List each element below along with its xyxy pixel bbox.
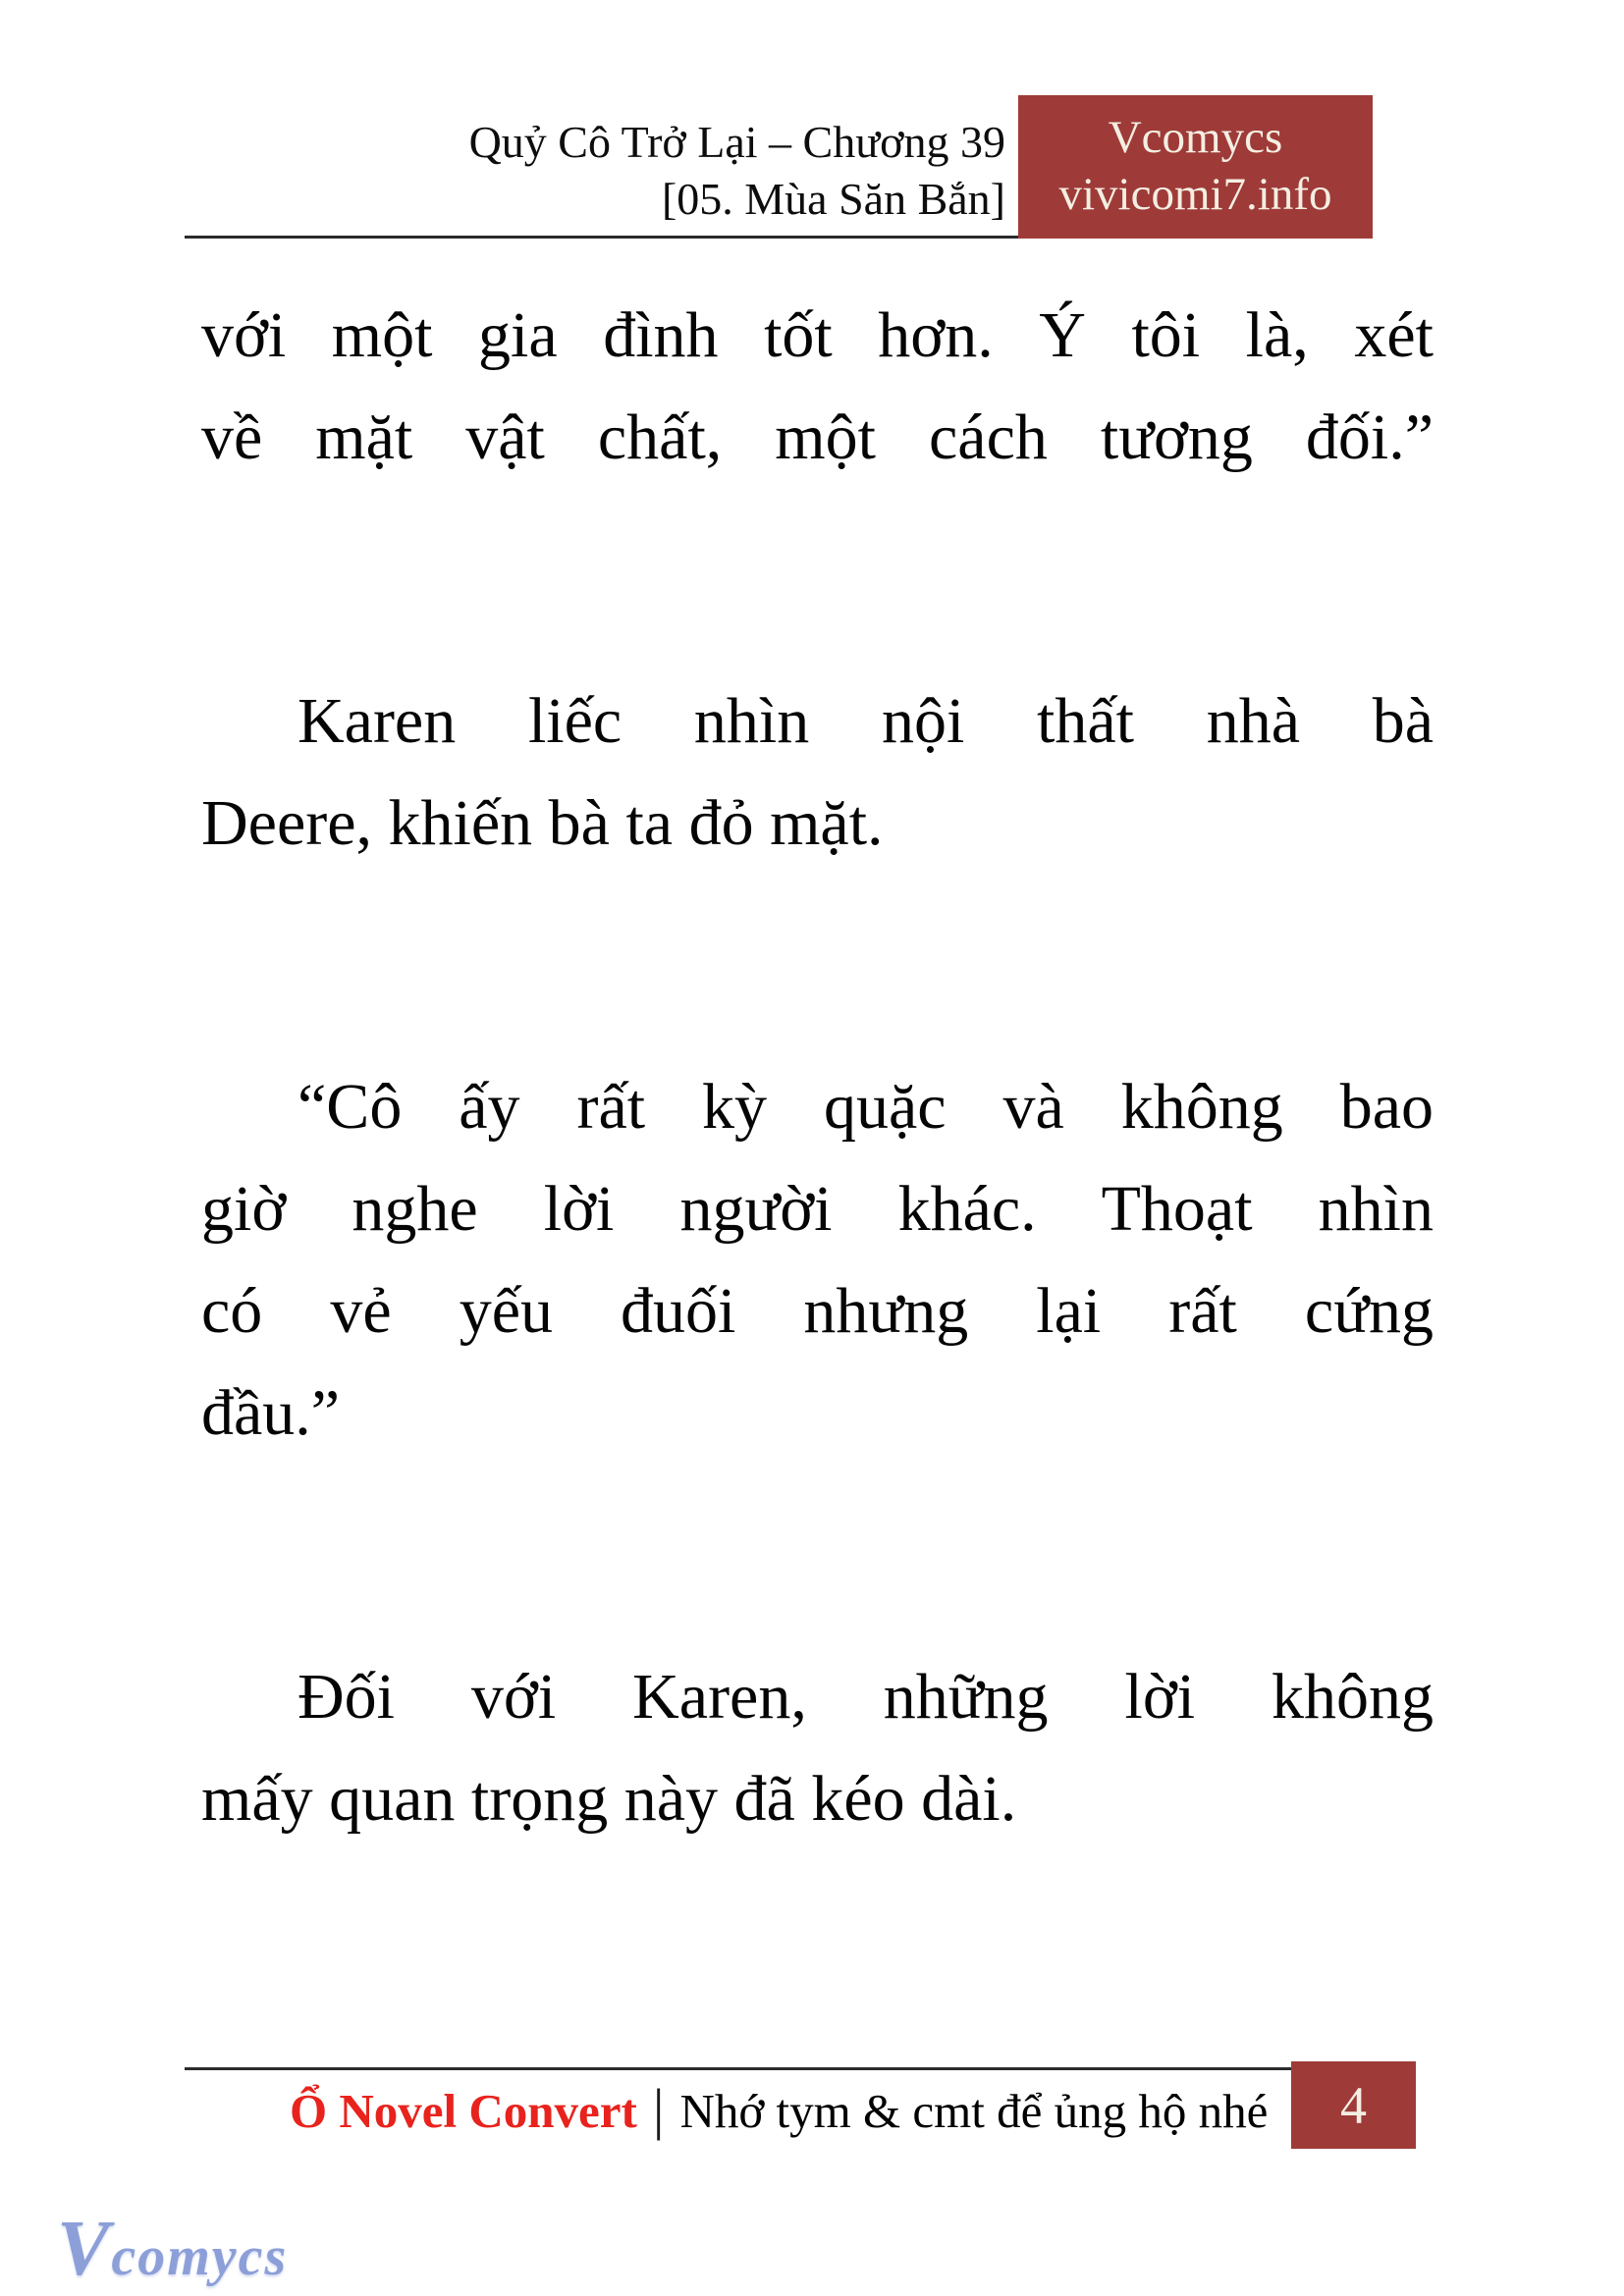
chapter-title: Quỷ Cô Trở Lại – Chương 39 [468, 117, 1005, 167]
brand-site: vivicomi7.info [1058, 169, 1332, 220]
body-text [201, 285, 1434, 1850]
header-divider [185, 236, 1018, 239]
footer-separator: | [652, 2076, 665, 2141]
footer-divider [185, 2067, 1291, 2070]
text-line: “Cô ấy rất kỳ quặc và không bao [298, 1071, 1434, 1143]
brand-box [1018, 95, 1373, 239]
paragraph [201, 670, 1434, 875]
text-line: mấy quan trọng này đã kéo dài. [201, 1763, 1017, 1835]
paragraph [201, 1056, 1434, 1465]
footer-note: Nhớ tym & cmt để ủng hộ nhé [679, 2083, 1269, 2138]
text-line: Deere, khiến bà ta đỏ mặt. [201, 787, 884, 859]
text-line: có vẻ yếu đuối nhưng lại rất cứng [201, 1275, 1434, 1347]
footer [290, 2071, 1268, 2150]
paragraph [201, 285, 1434, 489]
chapter-subtitle: [05. Mùa Săn Bắn] [661, 174, 1005, 224]
watermark-logo: Vcomycs [57, 2206, 289, 2292]
page-number: 4 [1340, 2075, 1367, 2135]
footer-credit: Ổ Novel Convert [290, 2083, 637, 2138]
text-line: với một gia đình tốt hơn. Ý tôi là, xét [201, 299, 1434, 371]
text-line: Karen liếc nhìn nội thất nhà bà [298, 685, 1434, 757]
text-line: Đối với Karen, những lời không [298, 1661, 1434, 1733]
paragraph [201, 1646, 1434, 1850]
text-line: về mặt vật chất, một cách tương đối.” [201, 401, 1434, 473]
page-number-box [1291, 2061, 1416, 2149]
text-line: giờ nghe lời người khác. Thoạt nhìn [201, 1173, 1434, 1245]
page-header-title [469, 114, 1005, 228]
text-line: đầu.” [201, 1377, 341, 1449]
brand-name: Vcomycs [1108, 112, 1283, 163]
